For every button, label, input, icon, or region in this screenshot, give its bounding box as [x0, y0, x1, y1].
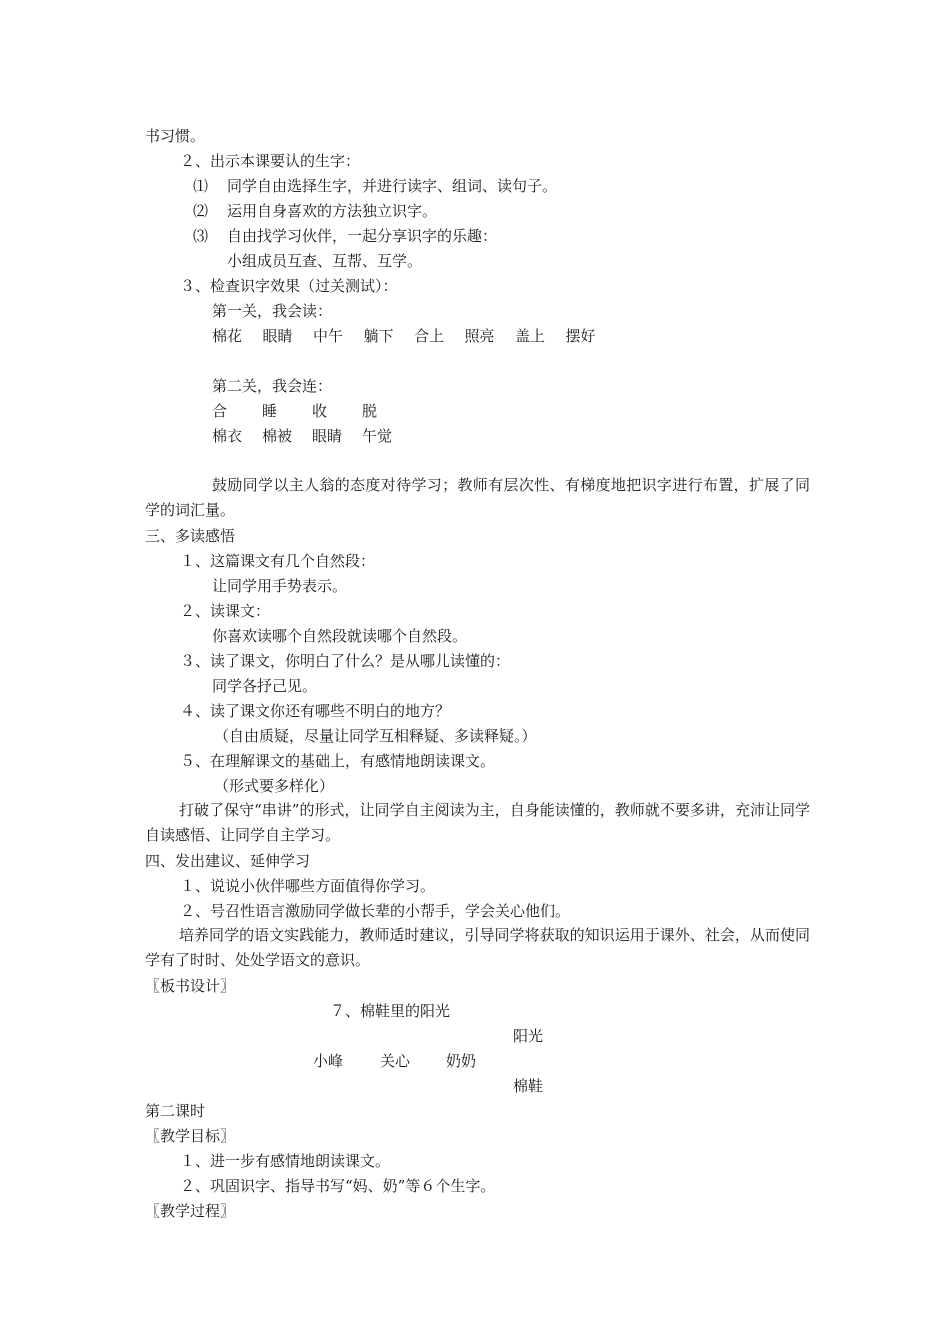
list-item: ５、在理解课文的基础上，有感情地朗读课文。 [180, 752, 496, 770]
list-item: １、说说小伙伴哪些方面值得你学习。 [180, 877, 436, 895]
word: 照亮 [464, 327, 495, 345]
board-word: 奶奶 [446, 1052, 477, 1070]
word: 躺下 [363, 327, 394, 345]
word: 中午 [313, 327, 344, 345]
sub-item [193, 200, 437, 222]
text-line: 同学各抒己见。 [212, 677, 318, 695]
board-word: 阳光 [513, 1027, 544, 1045]
list-item: ２、出示本课要认的生字： [180, 152, 361, 170]
word: 脱 [362, 402, 378, 420]
sub-item-number: ⑵ [193, 202, 209, 220]
word: 眼睛 [312, 427, 343, 445]
word: 棉被 [262, 427, 293, 445]
word: 收 [312, 402, 328, 420]
text-line: （形式要多样化） [214, 777, 335, 795]
board-word: 小峰 [313, 1052, 344, 1070]
list-item: １、进一步有感情地朗读课文。 [180, 1152, 391, 1170]
list-item: ３、检查识字效果（过关测试）： [180, 277, 398, 295]
paragraph: 培养同学的语文实践能力，教师适时建议，引导同学将获取的知识运用于课外、社会，从而使同学有了时时、处处学语文的意识。 [145, 926, 810, 969]
list-item: ２、巩固识字、指导书写“妈、奶”等６个生字。 [180, 1177, 496, 1195]
word: 午觉 [362, 427, 393, 445]
word: 棉花 [212, 327, 243, 345]
text-line: 书习惯。 [145, 127, 206, 145]
word: 睡 [262, 402, 278, 420]
word-row-read [212, 325, 596, 347]
text-line: 让同学用手势表示。 [212, 577, 348, 595]
board-word: 关心 [380, 1052, 411, 1070]
sub-item-number: ⑴ [193, 177, 209, 195]
section-heading: 三、多读感悟 [145, 527, 236, 545]
sub-item-text: 自由找学习伙伴，一起分享识字的乐趣： [227, 227, 498, 245]
word: 摆好 [565, 327, 596, 345]
list-item: １、这篇课文有几个自然段： [180, 552, 376, 570]
word: 棉衣 [212, 427, 243, 445]
word: 合 [212, 402, 228, 420]
sub-item-number: ⑶ [193, 227, 209, 245]
text-line: 第一关，我会读： [212, 302, 333, 320]
paragraph: 鼓励同学以主人翁的态度对待学习；教师有层次性、有梯度地把识字进行布置，扩展了同学的词汇量。 [145, 476, 810, 519]
word: 盖上 [515, 327, 546, 345]
word: 眼睛 [262, 327, 293, 345]
text-line: 你喜欢读哪个自然段就读哪个自然段。 [212, 627, 468, 645]
text-line: （自由质疑，尽量让同学互相释疑、多读释疑。） [214, 727, 537, 745]
word-row-link-top [212, 400, 377, 422]
text-line: 第二关，我会连： [212, 377, 333, 395]
section-heading: 〖教学目标〗 [145, 1127, 236, 1145]
list-item: ２、号召性语言激励同学做长辈的小帮手，学会关心他们。 [180, 902, 571, 920]
sub-item [193, 175, 557, 197]
word-row-link-bottom [212, 425, 392, 447]
list-item: ３、读了课文，你明白了什么？是从哪儿读懂的： [180, 652, 511, 670]
sub-item [193, 225, 497, 247]
sub-item-text: 同学自由选择生字，并进行读字、组词、读句子。 [227, 177, 558, 195]
section-heading: 〖教学过程〗 [145, 1202, 236, 1220]
paragraph: 打破了保守“串讲”的形式，让同学自主阅读为主，自身能读懂的，教师就不要多讲，充沛让同学自读感悟、让同学自主学习。 [145, 801, 810, 844]
sub-item-text: 运用自身喜欢的方法独立识字。 [227, 202, 438, 220]
section-heading: 第二课时 [145, 1102, 206, 1120]
board-title: ７、棉鞋里的阳光 [330, 1002, 451, 1020]
word: 合上 [414, 327, 445, 345]
list-item: ２、读课文： [180, 602, 271, 620]
section-heading: 〖板书设计〗 [145, 977, 236, 995]
board-word: 棉鞋 [513, 1077, 544, 1095]
text-line: 小组成员互查、互帮、互学。 [227, 252, 423, 270]
list-item: ４、读了课文你还有哪些不明白的地方？ [180, 702, 451, 720]
section-heading: 四、发出建议、延伸学习 [145, 852, 311, 870]
